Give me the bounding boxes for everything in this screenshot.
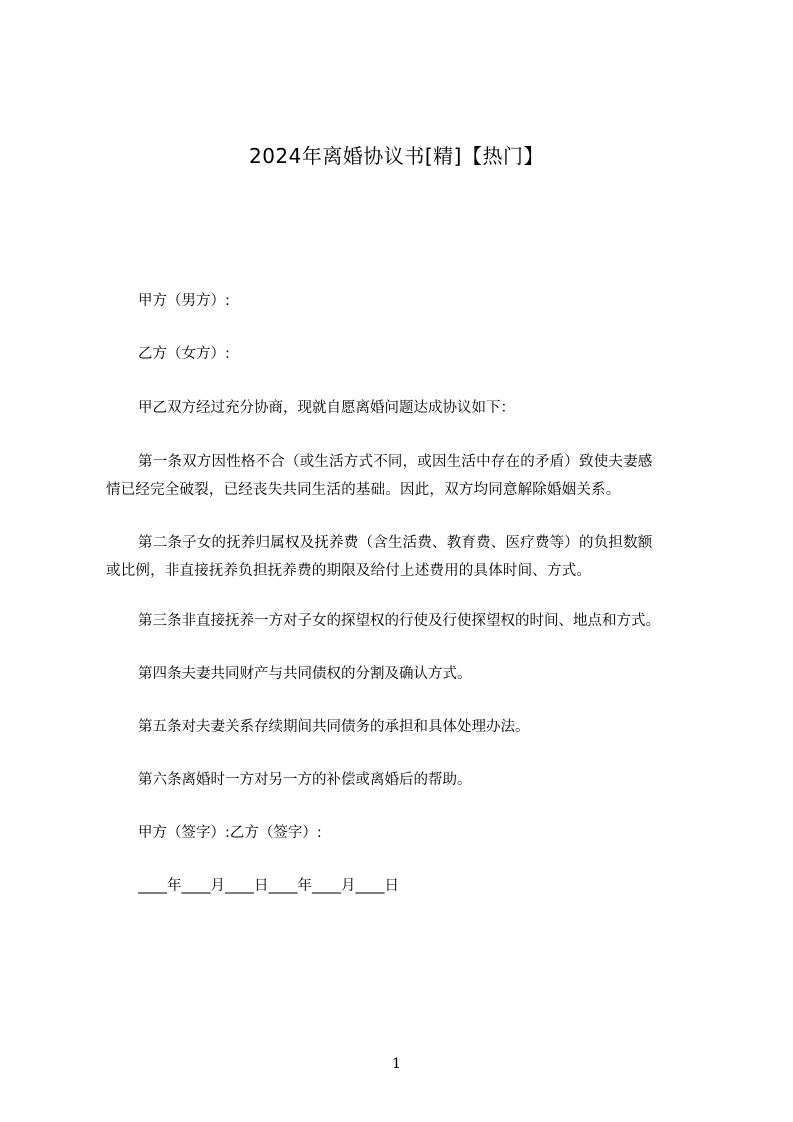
signature-line: 甲方（签字）:乙方（签字）: [138,825,322,841]
clause-3: 第三条非直接抚养一方对子女的探望权的行使及行使探望权的时间、地点和方式。 [138,613,660,629]
clause-2 [106,529,706,585]
agreement-intro: 甲乙双方经过充分协商，现就自愿离婚问题达成协议如下： [138,400,515,416]
page-number: 1 [392,1056,401,1072]
document-title: 2024年离婚协议书[精]【热门】 [248,144,544,168]
clause-4: 第四条夫妻共同财产与共同债权的分割及确认方式。 [138,666,472,682]
clause-6: 第六条离婚时一方对另一方的补偿或离婚后的帮助。 [138,772,472,788]
clause-5: 第五条对夫妻关系存续期间共同债务的承担和具体处理办法。 [138,719,530,735]
party-a-label: 甲方（男方）: [138,293,230,309]
clause-1-line-1: 第一条双方因性格不合（或生活方式不同，或因生活中存在的矛盾）致使夫妻感 [138,454,653,470]
party-b-label: 乙方（女方）: [138,346,230,362]
clause-1 [106,448,706,504]
clause-1-line-2: 情已经完全破裂，已经丧失共同生活的基础。因此，双方均同意解除婚姻关系。 [106,482,621,498]
date-line: ____年____月____日____年____月____日 [138,878,399,894]
clause-2-line-2: 或比例，非直接抚养负担抚养费的期限及给付上述费用的具体时间、方式。 [106,563,592,579]
clause-2-line-1: 第二条子女的抚养归属权及抚养费（含生活费、教育费、医疗费等）的负担数额 [138,535,653,551]
